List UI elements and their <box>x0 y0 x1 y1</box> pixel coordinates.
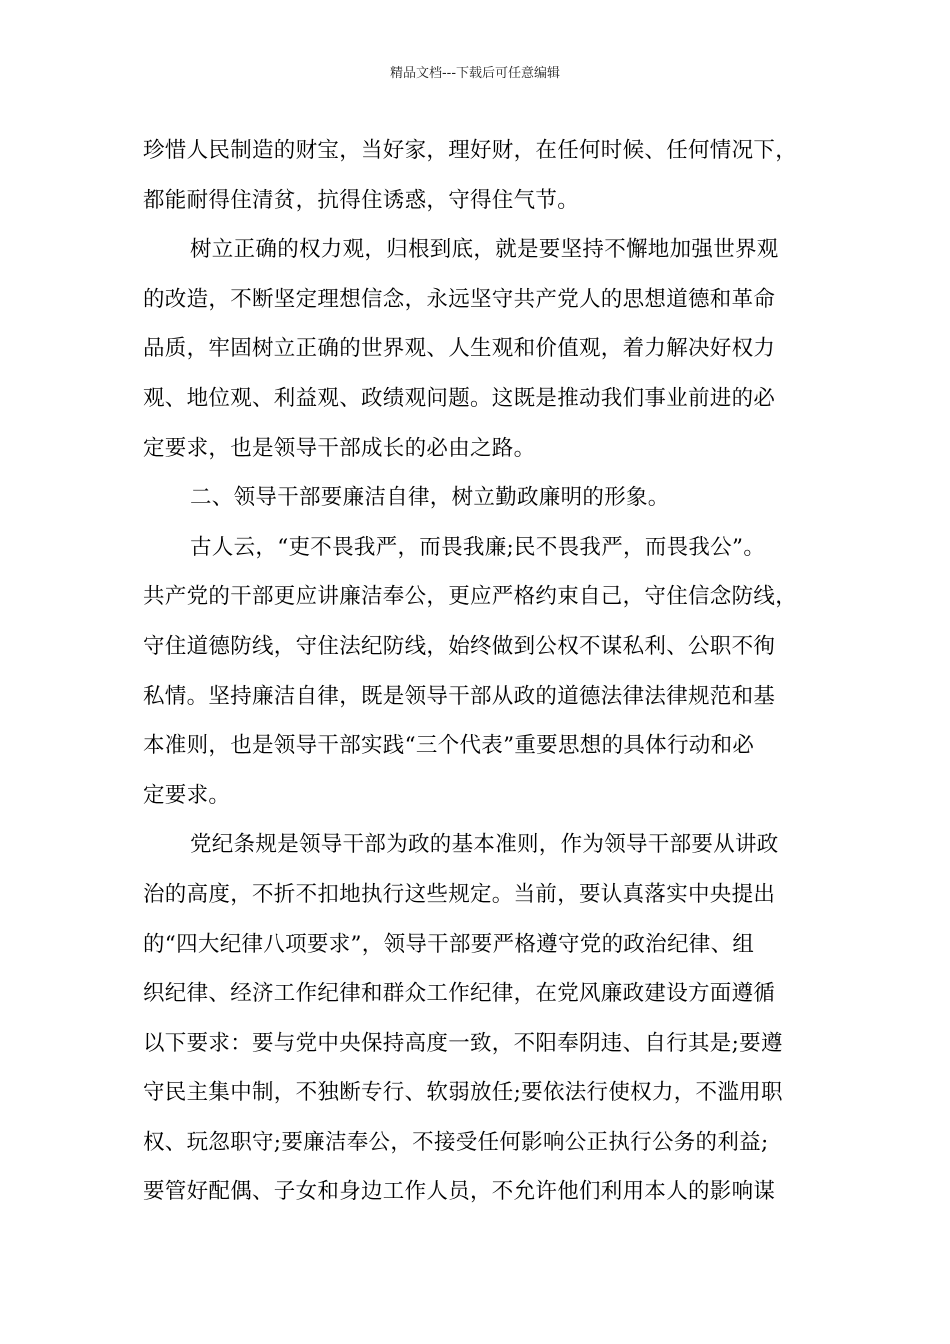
text-line: 都能耐得住清贫，抗得住诱惑，守得住气节。 <box>143 187 580 213</box>
text-line: 守民主集中制，不独断专行、软弱放任;要依法行使权力，不滥用职 <box>143 1080 783 1106</box>
text-line: 守住道德防线，守住法纪防线，始终做到公权不谋私利、公职不徇 <box>143 633 776 659</box>
paragraph-start-line: 古人云，“吏不畏我严，而畏我廉;民不畏我严，而畏我公”。 <box>190 534 766 560</box>
text-line: 共产党的干部更应讲廉洁奉公，更应严格约束自己，守住信念防线， <box>143 584 798 610</box>
paragraph-start-line: 树立正确的权力观，归根到底，就是要坚持不懈地加强世界观 <box>190 237 779 263</box>
text-line: 权、玩忽职守;要廉洁奉公，不接受任何影响公正执行公务的利益; <box>143 1129 769 1155</box>
page-header: 精品文档---下载后可任意编辑 <box>389 66 561 81</box>
text-line: 定要求。 <box>143 782 231 808</box>
text-line: 的改造，不断坚定理想信念，永远坚守共产党人的思想道德和革命 <box>143 286 776 312</box>
text-line: 本准则，也是领导干部实践“三个代表”重要思想的具体行动和必 <box>143 733 755 759</box>
paragraph-start-line: 党纪条规是领导干部为政的基本准则，作为领导干部要从讲政 <box>190 832 779 858</box>
section-heading: 二、领导干部要廉洁自律，树立勤政廉明的形象。 <box>190 485 670 511</box>
text-line: 的“四大纪律八项要求”，领导干部要严格遵守党的政治纪律、组 <box>143 931 755 957</box>
document-body <box>143 126 823 1217</box>
text-line: 私情。坚持廉洁自律，既是领导干部从政的道德法律法律规范和基 <box>143 683 776 709</box>
text-line: 观、地位观、利益观、政绩观问题。这既是推动我们事业前进的必 <box>143 385 776 411</box>
text-line: 治的高度，不折不扣地执行这些规定。当前，要认真落实中央提出 <box>143 881 776 907</box>
text-line: 定要求，也是领导干部成长的必由之路。 <box>143 435 536 461</box>
text-line: 织纪律、经济工作纪律和群众工作纪律，在党风廉政建设方面遵循 <box>143 981 776 1007</box>
text-line: 要管好配偶、子女和身边工作人员，不允许他们利用本人的影响谋 <box>143 1179 776 1205</box>
text-line: 以下要求：要与党中央保持高度一致，不阳奉阴违、自行其是;要遵 <box>143 1030 783 1056</box>
text-line: 珍惜人民制造的财宝，当好家，理好财，在任何时候、任何情况下， <box>143 138 798 163</box>
text-line: 品质，牢固树立正确的世界观、人生观和价值观，着力解决好权力 <box>143 336 776 362</box>
